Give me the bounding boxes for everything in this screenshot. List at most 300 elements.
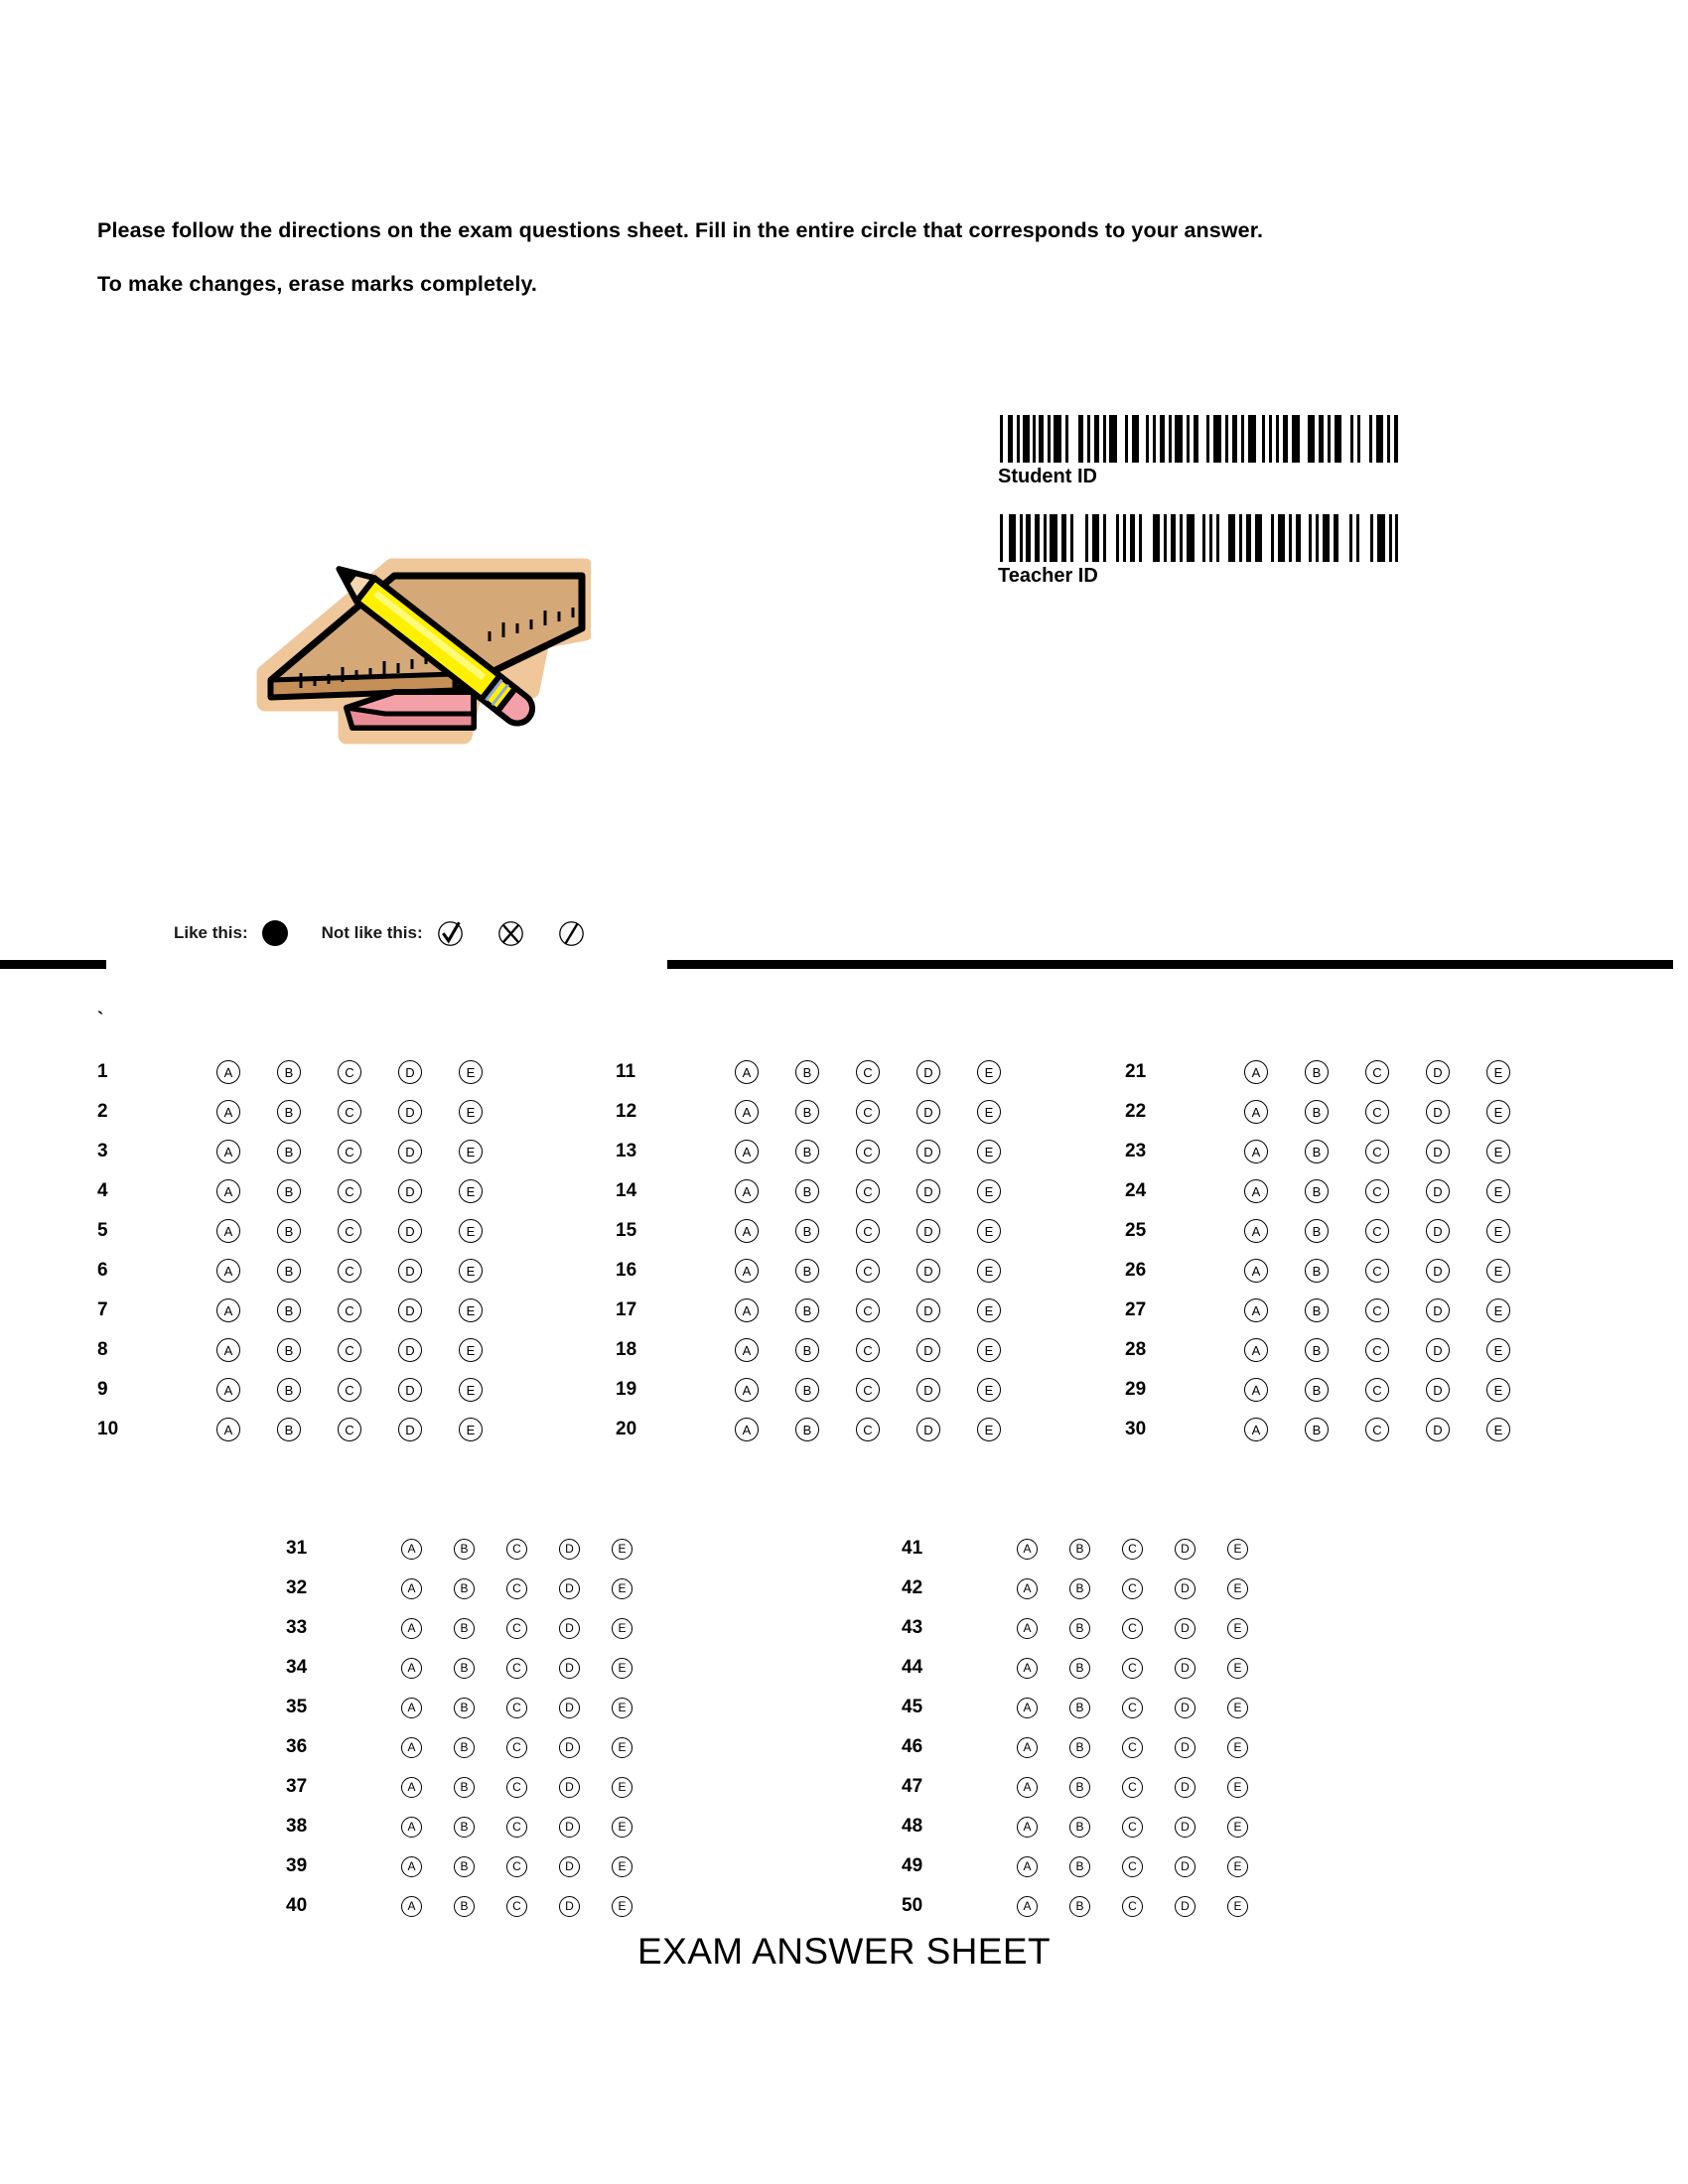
bubble-46-D[interactable]: D xyxy=(1175,1737,1196,1758)
question-number-25: 25 xyxy=(1125,1220,1147,1241)
bubble-16-C[interactable]: C xyxy=(856,1259,880,1283)
bubble-11-A[interactable]: A xyxy=(735,1060,759,1084)
bubble-16-E[interactable]: E xyxy=(977,1259,1001,1283)
bubble-6-A[interactable]: A xyxy=(216,1259,240,1283)
bubble-14-A[interactable]: A xyxy=(735,1179,759,1203)
bubble-33-E[interactable]: E xyxy=(612,1618,633,1639)
bubble-41-A[interactable]: A xyxy=(1017,1539,1038,1560)
bubble-17-D[interactable]: D xyxy=(916,1298,940,1322)
bubble-group-1 xyxy=(216,1060,483,1084)
bubble-group-34 xyxy=(401,1658,633,1679)
bubble-40-C[interactable]: C xyxy=(506,1896,527,1917)
bubble-35-C[interactable]: C xyxy=(506,1698,527,1718)
bubble-12-A[interactable]: A xyxy=(735,1100,759,1124)
bubble-group-22 xyxy=(1244,1100,1510,1124)
bubble-37-A[interactable]: A xyxy=(401,1777,422,1798)
bubble-34-D[interactable]: D xyxy=(559,1658,580,1679)
bubble-15-C[interactable]: C xyxy=(856,1219,880,1243)
bubble-39-C[interactable]: C xyxy=(506,1856,527,1877)
bubble-group-46 xyxy=(1017,1737,1248,1758)
bubble-4-E[interactable]: E xyxy=(459,1179,483,1203)
bubble-3-A[interactable]: A xyxy=(216,1140,240,1163)
bubble-35-E[interactable]: E xyxy=(612,1698,633,1718)
answer-row-8 xyxy=(97,1330,483,1370)
bubble-48-D[interactable]: D xyxy=(1175,1817,1196,1838)
bubble-13-E[interactable]: E xyxy=(977,1140,1001,1163)
bubble-14-C[interactable]: C xyxy=(856,1179,880,1203)
bubble-13-B[interactable]: B xyxy=(795,1140,819,1163)
bubble-22-C[interactable]: C xyxy=(1365,1100,1389,1124)
bubble-9-E[interactable]: E xyxy=(459,1378,483,1402)
bubble-group-14 xyxy=(735,1179,1001,1203)
bubble-37-B[interactable]: B xyxy=(454,1777,475,1798)
bubble-31-B[interactable]: B xyxy=(454,1539,475,1560)
bubble-9-D[interactable]: D xyxy=(398,1378,422,1402)
question-number-5: 5 xyxy=(97,1220,108,1241)
bubble-25-B[interactable]: B xyxy=(1305,1219,1329,1243)
question-number-18: 18 xyxy=(616,1339,637,1360)
bubble-30-A[interactable]: A xyxy=(1244,1418,1268,1441)
bubble-45-E[interactable]: E xyxy=(1227,1698,1248,1718)
like-this-label: Like this: xyxy=(174,923,248,942)
question-number-42: 42 xyxy=(902,1577,923,1598)
bubble-27-E[interactable]: E xyxy=(1486,1298,1510,1322)
bubble-32-C[interactable]: C xyxy=(506,1578,527,1599)
bubble-15-B[interactable]: B xyxy=(795,1219,819,1243)
bubble-20-C[interactable]: C xyxy=(856,1418,880,1441)
bubble-21-A[interactable]: A xyxy=(1244,1060,1268,1084)
bubble-50-C[interactable]: C xyxy=(1122,1896,1143,1917)
bubble-28-B[interactable]: B xyxy=(1305,1338,1329,1362)
bubble-26-D[interactable]: D xyxy=(1426,1259,1450,1283)
bubble-40-B[interactable]: B xyxy=(454,1896,475,1917)
bubble-26-E[interactable]: E xyxy=(1486,1259,1510,1283)
bubble-1-E[interactable]: E xyxy=(459,1060,483,1084)
bubble-17-A[interactable]: A xyxy=(735,1298,759,1322)
bubble-39-B[interactable]: B xyxy=(454,1856,475,1877)
bubble-31-A[interactable]: A xyxy=(401,1539,422,1560)
bubble-39-E[interactable]: E xyxy=(612,1856,633,1877)
bubble-3-D[interactable]: D xyxy=(398,1140,422,1163)
bubble-group-44 xyxy=(1017,1658,1248,1679)
answer-column-5 xyxy=(902,1529,1248,1926)
question-number-2: 2 xyxy=(97,1101,108,1122)
bubble-2-D[interactable]: D xyxy=(398,1100,422,1124)
bubble-30-C[interactable]: C xyxy=(1365,1418,1389,1441)
bubble-44-A[interactable]: A xyxy=(1017,1658,1038,1679)
bubble-30-D[interactable]: D xyxy=(1426,1418,1450,1441)
bubble-8-B[interactable]: B xyxy=(277,1338,301,1362)
bubble-41-D[interactable]: D xyxy=(1175,1539,1196,1560)
bubble-group-25 xyxy=(1244,1219,1510,1243)
bubble-37-E[interactable]: E xyxy=(612,1777,633,1798)
bubble-3-B[interactable]: B xyxy=(277,1140,301,1163)
bubble-47-D[interactable]: D xyxy=(1175,1777,1196,1798)
answer-row-4 xyxy=(97,1171,483,1211)
bubble-25-D[interactable]: D xyxy=(1426,1219,1450,1243)
bubble-45-D[interactable]: D xyxy=(1175,1698,1196,1718)
bubble-28-D[interactable]: D xyxy=(1426,1338,1450,1362)
bubble-20-B[interactable]: B xyxy=(795,1418,819,1441)
bubble-14-B[interactable]: B xyxy=(795,1179,819,1203)
bubble-20-A[interactable]: A xyxy=(735,1418,759,1441)
bubble-21-E[interactable]: E xyxy=(1486,1060,1510,1084)
bubble-group-29 xyxy=(1244,1378,1510,1402)
bubble-11-E[interactable]: E xyxy=(977,1060,1001,1084)
bubble-23-C[interactable]: C xyxy=(1365,1140,1389,1163)
bubble-29-C[interactable]: C xyxy=(1365,1378,1389,1402)
bubble-19-D[interactable]: D xyxy=(916,1378,940,1402)
bubble-26-A[interactable]: A xyxy=(1244,1259,1268,1283)
bubble-9-A[interactable]: A xyxy=(216,1378,240,1402)
bubble-2-A[interactable]: A xyxy=(216,1100,240,1124)
bubble-49-D[interactable]: D xyxy=(1175,1856,1196,1877)
answer-column-2 xyxy=(616,1052,1001,1449)
bubble-10-C[interactable]: C xyxy=(338,1418,361,1441)
bubble-24-A[interactable]: A xyxy=(1244,1179,1268,1203)
bubble-42-A[interactable]: A xyxy=(1017,1578,1038,1599)
bubble-12-E[interactable]: E xyxy=(977,1100,1001,1124)
bubble-15-D[interactable]: D xyxy=(916,1219,940,1243)
bubble-10-D[interactable]: D xyxy=(398,1418,422,1441)
bubble-15-E[interactable]: E xyxy=(977,1219,1001,1243)
answer-row-19 xyxy=(616,1370,1001,1410)
bubble-7-C[interactable]: C xyxy=(338,1298,361,1322)
bubble-group-15 xyxy=(735,1219,1001,1243)
bubble-17-B[interactable]: B xyxy=(795,1298,819,1322)
bubble-18-A[interactable]: A xyxy=(735,1338,759,1362)
bubble-5-A[interactable]: A xyxy=(216,1219,240,1243)
bubble-13-C[interactable]: C xyxy=(856,1140,880,1163)
bubble-7-B[interactable]: B xyxy=(277,1298,301,1322)
bubble-1-D[interactable]: D xyxy=(398,1060,422,1084)
bubble-46-A[interactable]: A xyxy=(1017,1737,1038,1758)
bubble-50-E[interactable]: E xyxy=(1227,1896,1248,1917)
bubble-39-A[interactable]: A xyxy=(401,1856,422,1877)
bubble-38-A[interactable]: A xyxy=(401,1817,422,1838)
bubble-32-D[interactable]: D xyxy=(559,1578,580,1599)
question-number-21: 21 xyxy=(1125,1061,1147,1082)
question-number-48: 48 xyxy=(902,1816,923,1837)
bubble-27-A[interactable]: A xyxy=(1244,1298,1268,1322)
bubble-11-C[interactable]: C xyxy=(856,1060,880,1084)
student-id-barcode-group xyxy=(998,415,1415,489)
bubble-1-A[interactable]: A xyxy=(216,1060,240,1084)
bubble-35-D[interactable]: D xyxy=(559,1698,580,1718)
bubble-50-D[interactable]: D xyxy=(1175,1896,1196,1917)
bubble-45-B[interactable]: B xyxy=(1069,1698,1090,1718)
bubble-21-D[interactable]: D xyxy=(1426,1060,1450,1084)
bubble-14-D[interactable]: D xyxy=(916,1179,940,1203)
bubble-3-E[interactable]: E xyxy=(459,1140,483,1163)
bubble-31-C[interactable]: C xyxy=(506,1539,527,1560)
bubble-38-D[interactable]: D xyxy=(559,1817,580,1838)
question-number-11: 11 xyxy=(616,1061,636,1082)
bubble-27-B[interactable]: B xyxy=(1305,1298,1329,1322)
bubble-1-C[interactable]: C xyxy=(338,1060,361,1084)
bubble-5-B[interactable]: B xyxy=(277,1219,301,1243)
bubble-41-E[interactable]: E xyxy=(1227,1539,1248,1560)
bubble-34-B[interactable]: B xyxy=(454,1658,475,1679)
bubble-44-E[interactable]: E xyxy=(1227,1658,1248,1679)
bubble-35-B[interactable]: B xyxy=(454,1698,475,1718)
bubble-24-D[interactable]: D xyxy=(1426,1179,1450,1203)
bubble-36-D[interactable]: D xyxy=(559,1737,580,1758)
bubble-11-B[interactable]: B xyxy=(795,1060,819,1084)
bubble-19-B[interactable]: B xyxy=(795,1378,819,1402)
bubble-24-E[interactable]: E xyxy=(1486,1179,1510,1203)
question-number-29: 29 xyxy=(1125,1379,1147,1400)
bubble-39-D[interactable]: D xyxy=(559,1856,580,1877)
bubble-20-E[interactable]: E xyxy=(977,1418,1001,1441)
answer-column-4 xyxy=(286,1529,633,1926)
bubble-24-B[interactable]: B xyxy=(1305,1179,1329,1203)
bubble-42-E[interactable]: E xyxy=(1227,1578,1248,1599)
bubble-group-9 xyxy=(216,1378,483,1402)
bubble-48-C[interactable]: C xyxy=(1122,1817,1143,1838)
bubble-31-D[interactable]: D xyxy=(559,1539,580,1560)
bubble-18-D[interactable]: D xyxy=(916,1338,940,1362)
bubble-27-D[interactable]: D xyxy=(1426,1298,1450,1322)
bubble-20-D[interactable]: D xyxy=(916,1418,940,1441)
bubble-26-B[interactable]: B xyxy=(1305,1259,1329,1283)
bubble-23-A[interactable]: A xyxy=(1244,1140,1268,1163)
bubble-17-E[interactable]: E xyxy=(977,1298,1001,1322)
bubble-36-E[interactable]: E xyxy=(612,1737,633,1758)
bubble-10-E[interactable]: E xyxy=(459,1418,483,1441)
bubble-19-A[interactable]: A xyxy=(735,1378,759,1402)
bubble-32-E[interactable]: E xyxy=(612,1578,633,1599)
bubble-group-17 xyxy=(735,1298,1001,1322)
bubble-34-A[interactable]: A xyxy=(401,1658,422,1679)
bubble-4-B[interactable]: B xyxy=(277,1179,301,1203)
bubble-group-36 xyxy=(401,1737,633,1758)
bubble-34-E[interactable]: E xyxy=(612,1658,633,1679)
bubble-16-A[interactable]: A xyxy=(735,1259,759,1283)
bubble-group-37 xyxy=(401,1777,633,1798)
bubble-1-B[interactable]: B xyxy=(277,1060,301,1084)
bubble-19-C[interactable]: C xyxy=(856,1378,880,1402)
bubble-49-A[interactable]: A xyxy=(1017,1856,1038,1877)
bubble-13-D[interactable]: D xyxy=(916,1140,940,1163)
bubble-18-E[interactable]: E xyxy=(977,1338,1001,1362)
answer-row-12 xyxy=(616,1092,1001,1132)
bubble-47-E[interactable]: E xyxy=(1227,1777,1248,1798)
bubble-25-C[interactable]: C xyxy=(1365,1219,1389,1243)
bubble-46-C[interactable]: C xyxy=(1122,1737,1143,1758)
answer-column-3 xyxy=(1125,1052,1510,1449)
bubble-6-E[interactable]: E xyxy=(459,1259,483,1283)
bubble-12-B[interactable]: B xyxy=(795,1100,819,1124)
bubble-47-C[interactable]: C xyxy=(1122,1777,1143,1798)
bubble-40-D[interactable]: D xyxy=(559,1896,580,1917)
bubble-46-E[interactable]: E xyxy=(1227,1737,1248,1758)
bubble-18-C[interactable]: C xyxy=(856,1338,880,1362)
question-number-7: 7 xyxy=(97,1299,108,1320)
question-number-22: 22 xyxy=(1125,1101,1147,1122)
bubble-50-B[interactable]: B xyxy=(1069,1896,1090,1917)
bubble-group-26 xyxy=(1244,1259,1510,1283)
bubble-22-B[interactable]: B xyxy=(1305,1100,1329,1124)
bubble-25-E[interactable]: E xyxy=(1486,1219,1510,1243)
bubble-11-D[interactable]: D xyxy=(916,1060,940,1084)
bubble-17-C[interactable]: C xyxy=(856,1298,880,1322)
bubble-45-A[interactable]: A xyxy=(1017,1698,1038,1718)
bubble-8-A[interactable]: A xyxy=(216,1338,240,1362)
bubble-7-A[interactable]: A xyxy=(216,1298,240,1322)
bubble-42-B[interactable]: B xyxy=(1069,1578,1090,1599)
bubble-32-A[interactable]: A xyxy=(401,1578,422,1599)
bubble-31-E[interactable]: E xyxy=(612,1539,633,1560)
bubble-4-A[interactable]: A xyxy=(216,1179,240,1203)
bubble-19-E[interactable]: E xyxy=(977,1378,1001,1402)
bubble-2-E[interactable]: E xyxy=(459,1100,483,1124)
bubble-50-A[interactable]: A xyxy=(1017,1896,1038,1917)
bubble-24-C[interactable]: C xyxy=(1365,1179,1389,1203)
bubble-2-C[interactable]: C xyxy=(338,1100,361,1124)
bubble-26-C[interactable]: C xyxy=(1365,1259,1389,1283)
bubble-33-D[interactable]: D xyxy=(559,1618,580,1639)
bubble-29-B[interactable]: B xyxy=(1305,1378,1329,1402)
bubble-12-D[interactable]: D xyxy=(916,1100,940,1124)
bubble-27-C[interactable]: C xyxy=(1365,1298,1389,1322)
bubble-9-B[interactable]: B xyxy=(277,1378,301,1402)
bubble-49-E[interactable]: E xyxy=(1227,1856,1248,1877)
bubble-30-E[interactable]: E xyxy=(1486,1418,1510,1441)
bubble-6-C[interactable]: C xyxy=(338,1259,361,1283)
bubble-13-A[interactable]: A xyxy=(735,1140,759,1163)
bubble-10-A[interactable]: A xyxy=(216,1418,240,1441)
bubble-22-A[interactable]: A xyxy=(1244,1100,1268,1124)
bubble-18-B[interactable]: B xyxy=(795,1338,819,1362)
bubble-42-C[interactable]: C xyxy=(1122,1578,1143,1599)
bubble-44-B[interactable]: B xyxy=(1069,1658,1090,1679)
bubble-49-B[interactable]: B xyxy=(1069,1856,1090,1877)
question-number-12: 12 xyxy=(616,1101,637,1122)
bubble-36-B[interactable]: B xyxy=(454,1737,475,1758)
bubble-29-E[interactable]: E xyxy=(1486,1378,1510,1402)
bubble-30-B[interactable]: B xyxy=(1305,1418,1329,1441)
bubble-28-E[interactable]: E xyxy=(1486,1338,1510,1362)
bubble-41-C[interactable]: C xyxy=(1122,1539,1143,1560)
bubble-9-C[interactable]: C xyxy=(338,1378,361,1402)
bubble-48-B[interactable]: B xyxy=(1069,1817,1090,1838)
bubble-42-D[interactable]: D xyxy=(1175,1578,1196,1599)
bubble-23-B[interactable]: B xyxy=(1305,1140,1329,1163)
bubble-33-B[interactable]: B xyxy=(454,1618,475,1639)
bubble-4-D[interactable]: D xyxy=(398,1179,422,1203)
bubble-47-B[interactable]: B xyxy=(1069,1777,1090,1798)
bubble-47-A[interactable]: A xyxy=(1017,1777,1038,1798)
bubble-23-E[interactable]: E xyxy=(1486,1140,1510,1163)
bubble-33-C[interactable]: C xyxy=(506,1618,527,1639)
bubble-21-B[interactable]: B xyxy=(1305,1060,1329,1084)
bubble-2-B[interactable]: B xyxy=(277,1100,301,1124)
question-number-49: 49 xyxy=(902,1855,923,1876)
bubble-5-C[interactable]: C xyxy=(338,1219,361,1243)
bubble-48-E[interactable]: E xyxy=(1227,1817,1248,1838)
bubble-6-D[interactable]: D xyxy=(398,1259,422,1283)
answer-row-30 xyxy=(1125,1410,1510,1449)
bubble-36-A[interactable]: A xyxy=(401,1737,422,1758)
answer-row-28 xyxy=(1125,1330,1510,1370)
bubble-4-C[interactable]: C xyxy=(338,1179,361,1203)
bubble-48-A[interactable]: A xyxy=(1017,1817,1038,1838)
bubble-35-A[interactable]: A xyxy=(401,1698,422,1718)
bubble-43-C[interactable]: C xyxy=(1122,1618,1143,1639)
bubble-3-C[interactable]: C xyxy=(338,1140,361,1163)
bubble-7-E[interactable]: E xyxy=(459,1298,483,1322)
bubble-38-B[interactable]: B xyxy=(454,1817,475,1838)
bubble-21-C[interactable]: C xyxy=(1365,1060,1389,1084)
bubble-12-C[interactable]: C xyxy=(856,1100,880,1124)
bubble-25-A[interactable]: A xyxy=(1244,1219,1268,1243)
bubble-16-D[interactable]: D xyxy=(916,1259,940,1283)
answer-row-2 xyxy=(97,1092,483,1132)
question-number-30: 30 xyxy=(1125,1419,1147,1439)
answer-row-24 xyxy=(1125,1171,1510,1211)
bubble-6-B[interactable]: B xyxy=(277,1259,301,1283)
bubble-44-D[interactable]: D xyxy=(1175,1658,1196,1679)
bubble-8-E[interactable]: E xyxy=(459,1338,483,1362)
bubble-43-A[interactable]: A xyxy=(1017,1618,1038,1639)
bubble-7-D[interactable]: D xyxy=(398,1298,422,1322)
bubble-38-E[interactable]: E xyxy=(612,1817,633,1838)
bubble-43-B[interactable]: B xyxy=(1069,1618,1090,1639)
bubble-37-C[interactable]: C xyxy=(506,1777,527,1798)
bubble-group-24 xyxy=(1244,1179,1510,1203)
bubble-16-B[interactable]: B xyxy=(795,1259,819,1283)
bubble-5-D[interactable]: D xyxy=(398,1219,422,1243)
bubble-32-B[interactable]: B xyxy=(454,1578,475,1599)
question-number-28: 28 xyxy=(1125,1339,1147,1360)
bubble-38-C[interactable]: C xyxy=(506,1817,527,1838)
bubble-5-E[interactable]: E xyxy=(459,1219,483,1243)
bubble-34-C[interactable]: C xyxy=(506,1658,527,1679)
bubble-33-A[interactable]: A xyxy=(401,1618,422,1639)
bubble-43-D[interactable]: D xyxy=(1175,1618,1196,1639)
question-number-38: 38 xyxy=(286,1816,308,1837)
bubble-22-D[interactable]: D xyxy=(1426,1100,1450,1124)
bubble-46-B[interactable]: B xyxy=(1069,1737,1090,1758)
bubble-28-A[interactable]: A xyxy=(1244,1338,1268,1362)
bubble-10-B[interactable]: B xyxy=(277,1418,301,1441)
bubble-14-E[interactable]: E xyxy=(977,1179,1001,1203)
divider-rule-right xyxy=(667,960,1673,969)
bubble-40-A[interactable]: A xyxy=(401,1896,422,1917)
answer-row-34 xyxy=(286,1648,633,1688)
bubble-8-C[interactable]: C xyxy=(338,1338,361,1362)
bubble-29-A[interactable]: A xyxy=(1244,1378,1268,1402)
bubble-15-A[interactable]: A xyxy=(735,1219,759,1243)
bubble-37-D[interactable]: D xyxy=(559,1777,580,1798)
bubble-43-E[interactable]: E xyxy=(1227,1618,1248,1639)
bubble-29-D[interactable]: D xyxy=(1426,1378,1450,1402)
x-circle-icon xyxy=(497,920,524,947)
bubble-44-C[interactable]: C xyxy=(1122,1658,1143,1679)
bubble-28-C[interactable]: C xyxy=(1365,1338,1389,1362)
bubble-36-C[interactable]: C xyxy=(506,1737,527,1758)
bubble-group-47 xyxy=(1017,1777,1248,1798)
bubble-45-C[interactable]: C xyxy=(1122,1698,1143,1718)
bubble-49-C[interactable]: C xyxy=(1122,1856,1143,1877)
bubble-22-E[interactable]: E xyxy=(1486,1100,1510,1124)
bubble-40-E[interactable]: E xyxy=(612,1896,633,1917)
bubble-23-D[interactable]: D xyxy=(1426,1140,1450,1163)
question-number-33: 33 xyxy=(286,1617,308,1638)
bubble-8-D[interactable]: D xyxy=(398,1338,422,1362)
bubble-41-B[interactable]: B xyxy=(1069,1539,1090,1560)
